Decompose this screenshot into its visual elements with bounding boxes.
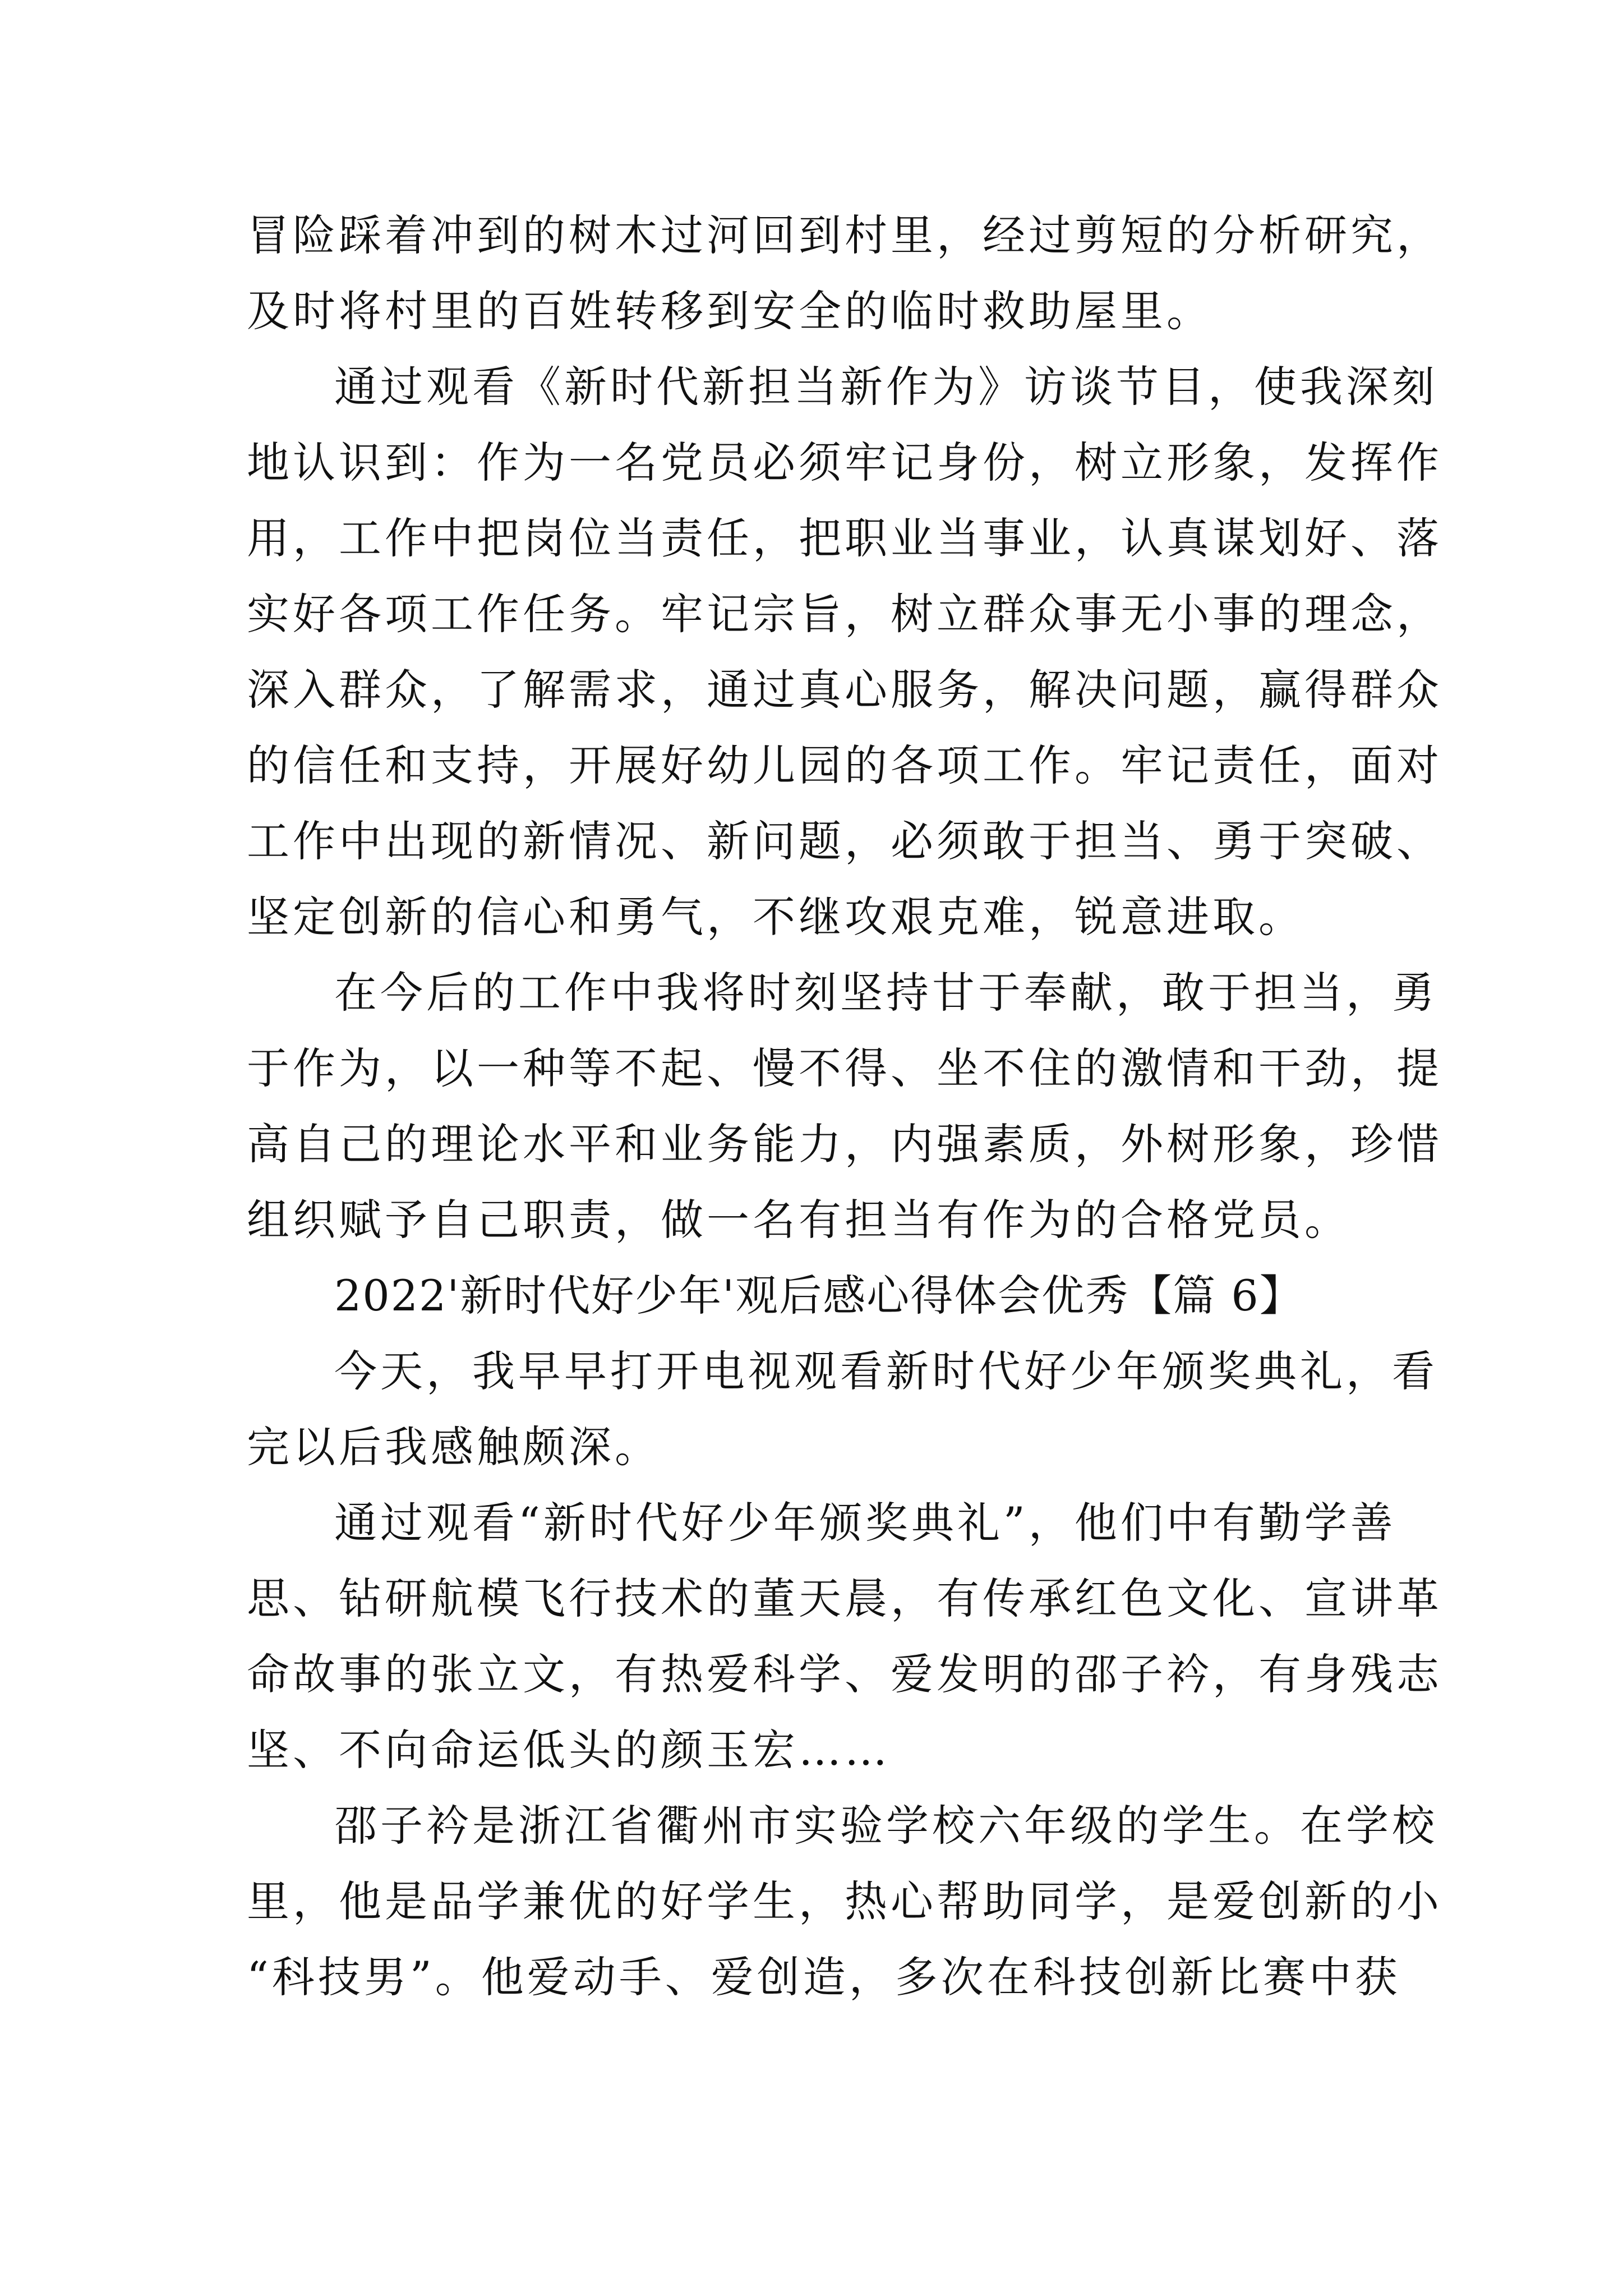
text-line: 的信任和支持，开展好幼儿园的各项工作。牢记责任，面对 — [247, 740, 1442, 790]
text-line: 坚定创新的信心和勇气，不继攻艰克难，锐意进取。 — [247, 892, 1304, 942]
text-line: 及时将村里的百姓转移到安全的临时救助屋里。 — [247, 286, 1212, 336]
paragraph-first-line: 通过观看《新时代新担当新作为》访谈节目，使我深刻 — [334, 362, 1438, 412]
paragraph-first-line: 通过观看“新时代好少年颁奖典礼”，他们中有勤学善 — [334, 1498, 1396, 1548]
text-line: 实好各项工作任务。牢记宗旨，树立群众事无小事的理念， — [247, 589, 1442, 639]
text-line: 完以后我感触颇深。 — [247, 1422, 661, 1472]
text-line: 命故事的张立文，有热爱科学、爱发明的邵子衿，有身残志 — [247, 1649, 1442, 1699]
section-heading: 2022'新时代好少年'观后感心得体会优秀【篇 6】 — [334, 1271, 1303, 1320]
text-line: 于作为，以一种等不起、慢不得、坐不住的激情和干劲，提 — [247, 1043, 1442, 1093]
text-line: 地认识到：作为一名党员必须牢记身份，树立形象，发挥作 — [247, 438, 1442, 487]
paragraph-first-line: 今天，我早早打开电视观看新时代好少年颁奖典礼，看 — [334, 1346, 1438, 1396]
text-line: 思、钻研航模飞行技术的董天晨，有传承红色文化、宣讲革 — [247, 1573, 1442, 1623]
text-line: 里，他是品学兼优的好学生，热心帮助同学，是爱创新的小 — [247, 1876, 1442, 1926]
text-line: 深入群众，了解需求，通过真心服务，解决问题，赢得群众 — [247, 665, 1442, 715]
paragraph-first-line: 在今后的工作中我将时刻坚持甘于奉献，敢于担当，勇 — [334, 968, 1438, 1018]
text-line: 组织赋予自己职责，做一名有担当有作为的合格党员。 — [247, 1195, 1350, 1245]
text-line: 坚、不向命运低头的颜玉宏…… — [247, 1725, 891, 1775]
text-line: 高自己的理论水平和业务能力，内强素质，外树形象，珍惜 — [247, 1119, 1442, 1169]
text-line: 冒险踩着冲到的树木过河回到村里，经过剪短的分析研究， — [247, 210, 1442, 260]
text-line: 用，工作中把岗位当责任，把职业当事业，认真谋划好、落 — [247, 513, 1442, 563]
paragraph-first-line: 邵子衿是浙江省衢州市实验学校六年级的学生。在学校 — [334, 1801, 1438, 1851]
text-line: “科技男”。他爱动手、爱创造，多次在科技创新比赛中获 — [247, 1952, 1401, 2002]
text-line: 工作中出现的新情况、新问题，必须敢于担当、勇于突破、 — [247, 816, 1442, 866]
